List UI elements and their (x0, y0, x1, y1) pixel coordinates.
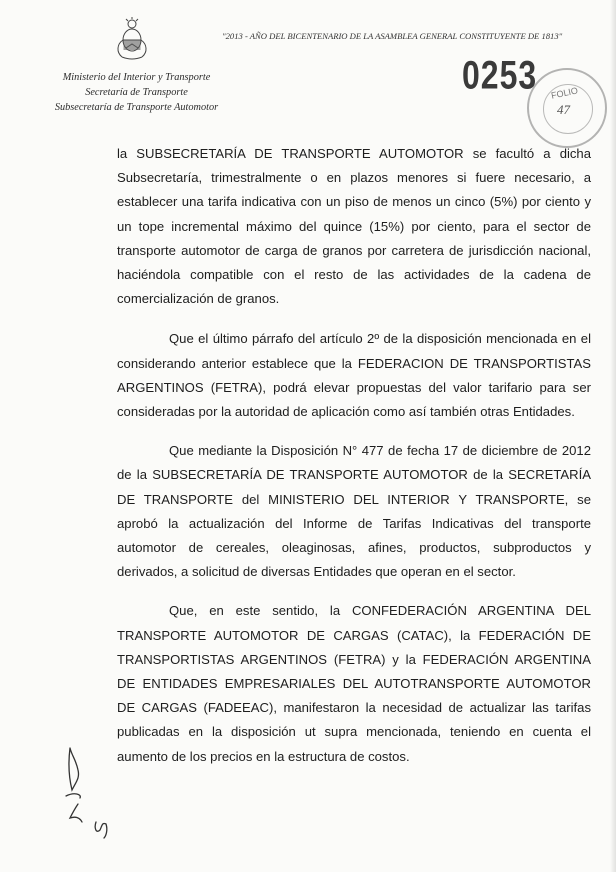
paragraph-2: Que el último párrafo del artículo 2º de la disposición mencionada en el considerando anterior establece que la FEDERACION DE TRANSPORTISTAS ARGENTINOS (FETRA), podrá elevar propuestas del valor tarifario para ser consideradas por la autoridad de aplicación como así también otras Entidades. (117, 331, 591, 420)
paragraph-3: Que mediante la Disposición N° 477 de fecha 17 de diciembre de 2012 de la SUBSECRETARÍA DE TRANSPORTE AUTOMOTOR de la SECRETARÍA DE TRANSPORTE del MINISTERIO DEL INTERIOR Y TRANSPORTE, se aprobó la actualización del Informe de Tarifas Indicativas del transporte automotor de cereales, oleaginosas, afines, productos, subproductos y derivados, a solicitud de diversas Entidades que operan en el sector. (117, 443, 591, 580)
paragraph-1: la SUBSECRETARÍA DE TRANSPORTE AUTOMOTOR se facultó a dicha Subsecretaría, trimestralmente o en plazos menores si fuere necesario, a establecer una tarifa indicativa con un piso de menos un cinco (5%) por ciento y un tope incremental máximo del quince (15%) por ciento, para el sector de transporte automotor de carga de granos por carretera de jurisdicción nacional, haciéndola compatible con el resto de las actividades de la cadena de comercialización de granos. (117, 146, 591, 307)
subsecretariat-line: Subsecretaría de Transporte Automotor (54, 102, 219, 113)
ministry-line: Ministerio del Interior y Transporte (62, 72, 211, 83)
folio-stamp-label: FOLIO (550, 85, 579, 101)
year-motto: "2013 - AÑO DEL BICENTENARIO DE LA ASAMBLEA GENERAL CONSTITUYENTE DE 1813" (222, 31, 563, 41)
page-edge-shadow (610, 0, 616, 872)
secretariat-line: Secretaría de Transporte (85, 87, 188, 98)
paragraph-4: Que, en este sentido, la CONFEDERACIÓN ARGENTINA DEL TRANSPORTE AUTOMOTOR DE CARGAS (CATAC), la FEDERACIÓN DE TRANSPORTISTAS ARGENTINOS (FETRA) y la FEDERACIÓN ARGENTINA DE ENTIDADES EMPRESARIALES DEL AUTOTRANSPORTE AUTOMOTOR DE CARGAS (FADEEAC), manifestaron la necesidad de actualizar las tarifas publicadas en la disposición ut supra mencionada, teniendo en cuenta el aumento de los precios en la estructura de costos. (117, 603, 591, 764)
ministry-letterhead (34, 70, 239, 115)
handwritten-initials-icon (56, 738, 126, 848)
folio-stamp-number: 47 (557, 102, 570, 117)
document-body (117, 142, 591, 784)
national-coat-of-arms-icon (112, 16, 152, 60)
folio-number: 0253 (462, 52, 538, 97)
folio-stamp (527, 68, 607, 148)
